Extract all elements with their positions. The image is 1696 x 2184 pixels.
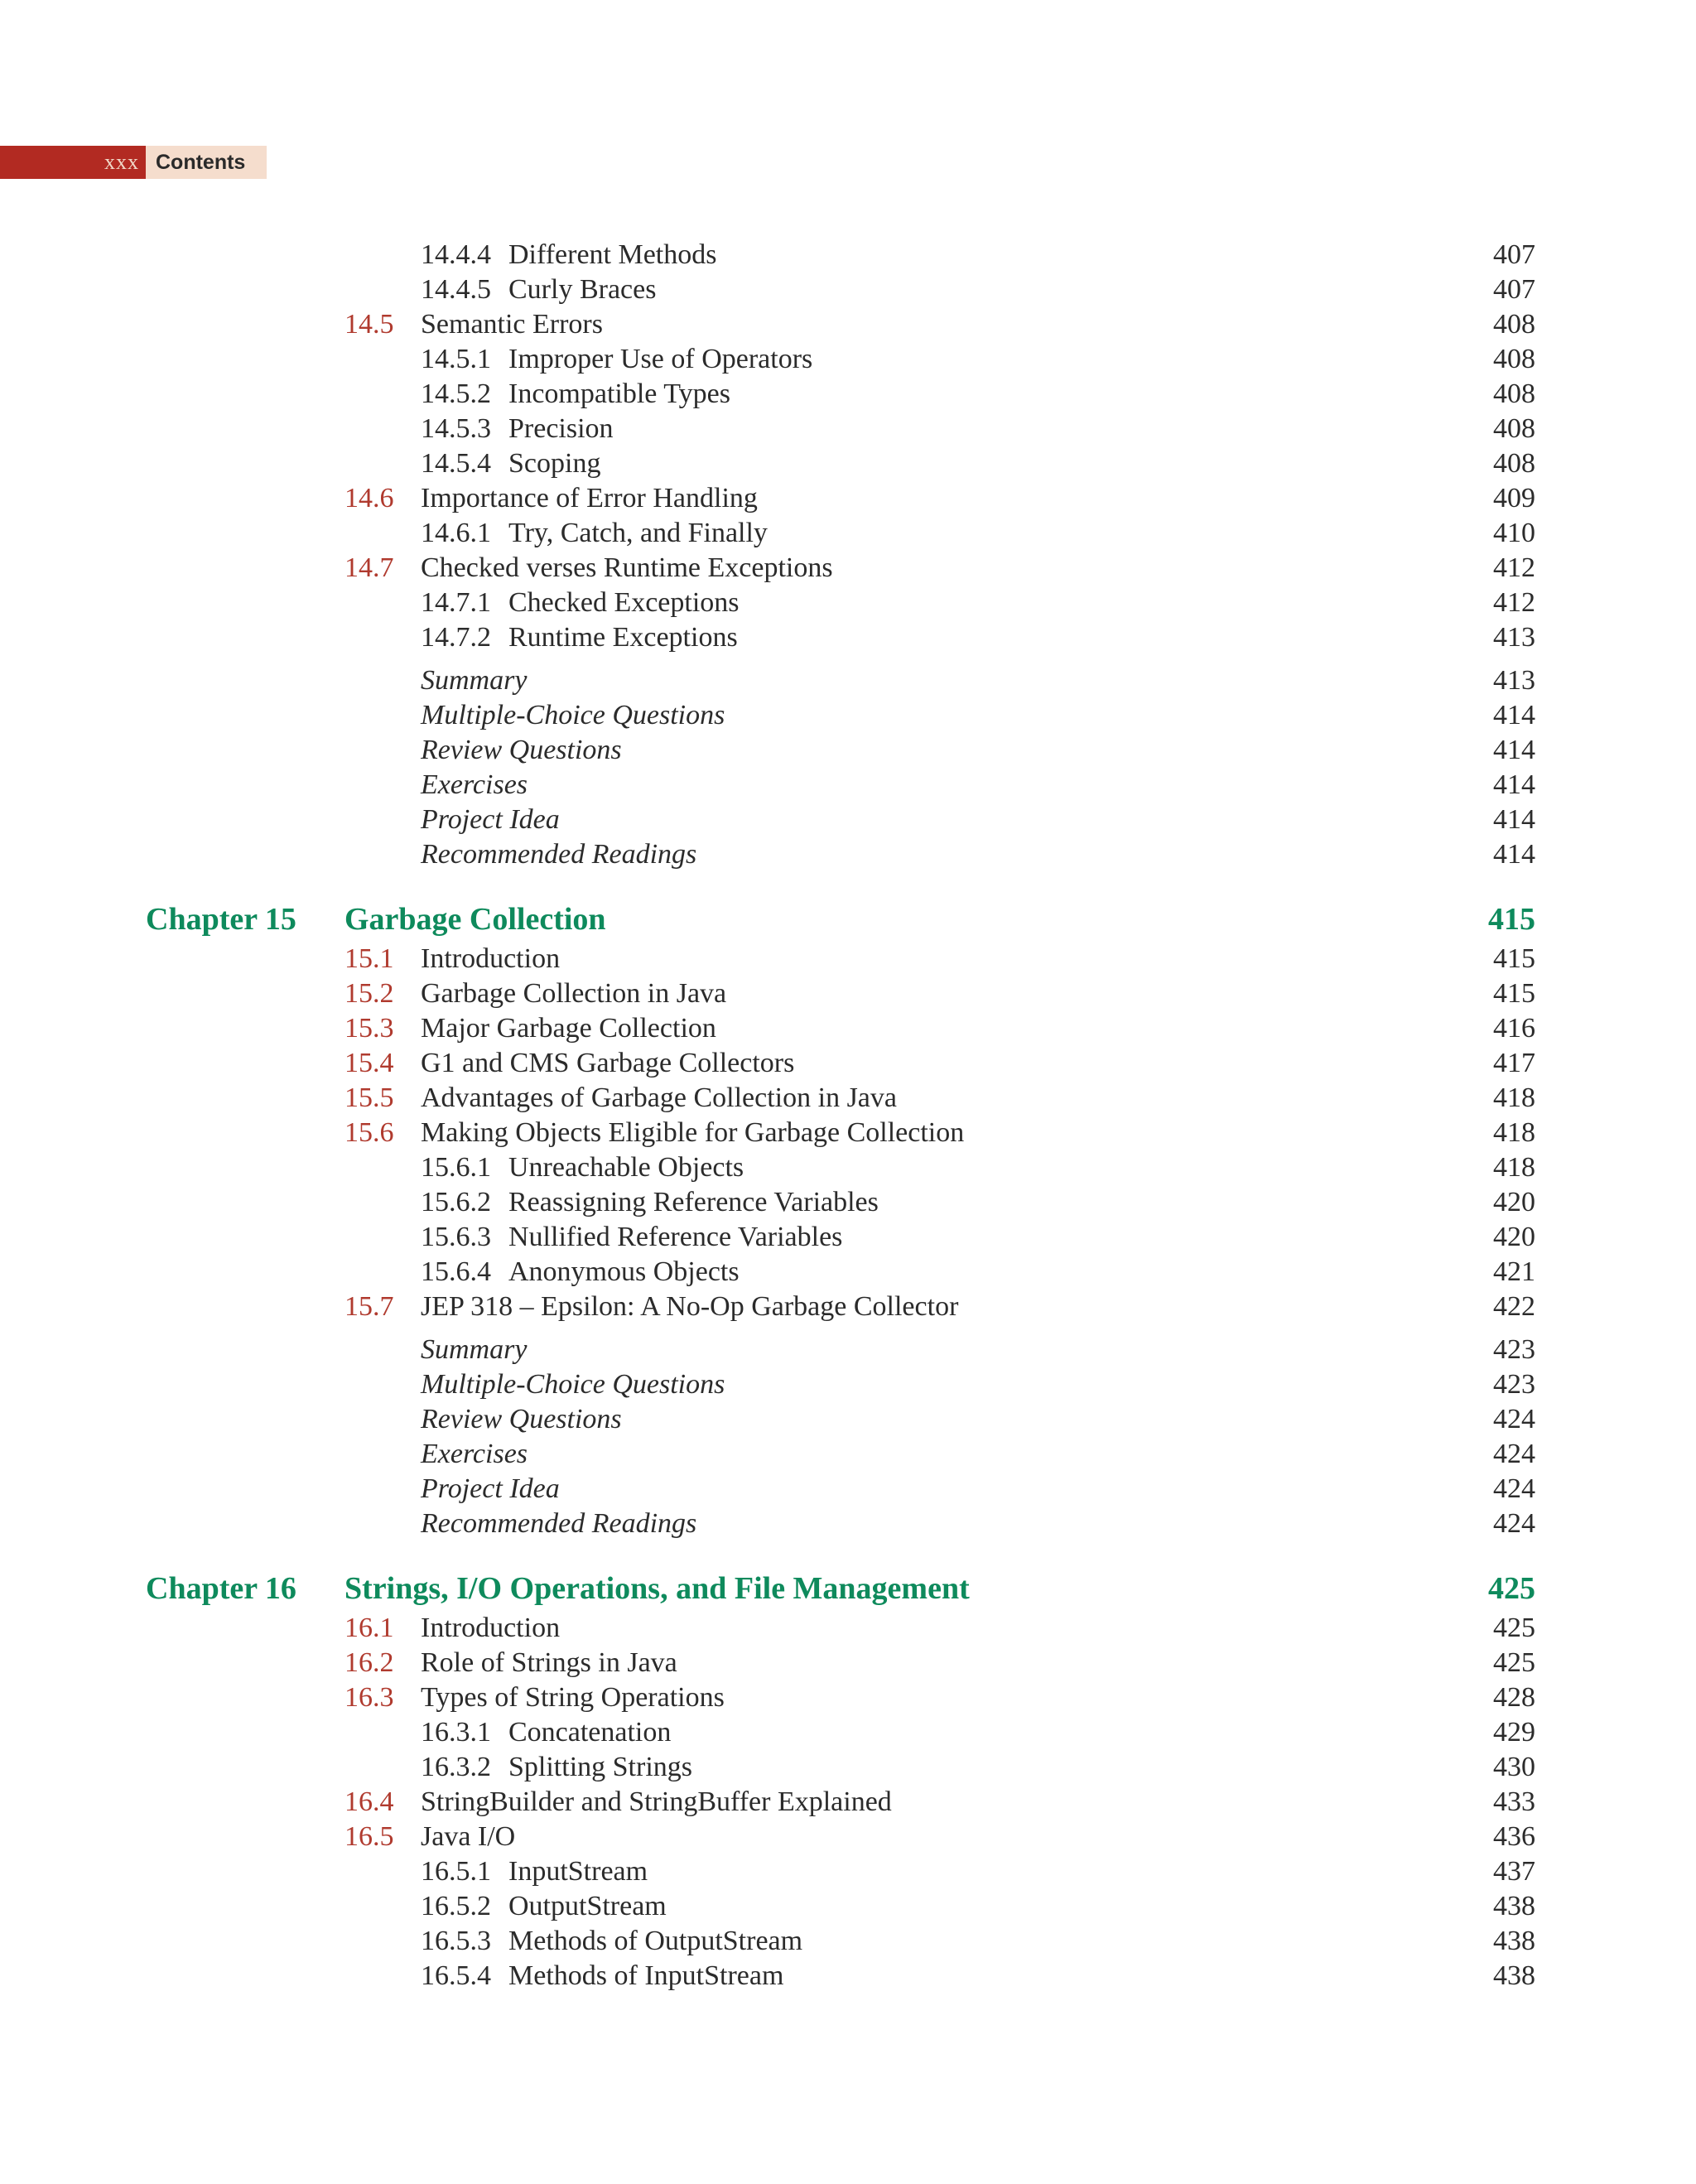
chapter-page: 425 <box>1488 1571 1535 1606</box>
subsection-number: 15.6.3 <box>421 1222 491 1252</box>
toc-section-row[interactable] <box>0 1081 1696 1116</box>
page-number: 425 <box>1493 1647 1535 1678</box>
subsection-title: Incompatible Types <box>508 378 730 409</box>
subsection-number: 15.6.4 <box>421 1256 491 1287</box>
toc-section-row[interactable] <box>0 942 1696 976</box>
subsection-number: 15.6.1 <box>421 1152 491 1183</box>
toc-subsection-row[interactable] <box>0 1150 1696 1185</box>
subsection-number: 16.5.3 <box>421 1926 491 1956</box>
section-title: Role of Strings in Java <box>421 1647 677 1678</box>
toc-section-row[interactable] <box>0 1785 1696 1820</box>
header-title: Contents <box>146 146 267 179</box>
toc-section-row[interactable] <box>0 307 1696 342</box>
toc-subsection-row[interactable] <box>0 516 1696 551</box>
toc-section-row[interactable] <box>0 551 1696 586</box>
table-of-contents <box>0 238 1696 1994</box>
subsection-title: InputStream <box>508 1856 648 1887</box>
toc-endmatter-row[interactable] <box>0 1472 1696 1507</box>
toc-subsection-row[interactable] <box>0 1924 1696 1959</box>
chapter-15-entries <box>0 942 1696 1324</box>
toc-endmatter-row[interactable] <box>0 1333 1696 1367</box>
page-number: 436 <box>1493 1821 1535 1852</box>
subsection-number: 14.4.5 <box>421 274 491 305</box>
page-number: 409 <box>1493 483 1535 513</box>
subsection-title: Improper Use of Operators <box>508 344 813 374</box>
endmatter-title: Summary <box>421 1334 528 1365</box>
subsection-number: 16.3.2 <box>421 1752 491 1782</box>
subsection-title: Runtime Exceptions <box>508 622 738 653</box>
toc-subsection-row[interactable] <box>0 412 1696 446</box>
chapter-label: Chapter 15 <box>146 902 296 937</box>
page-number: 415 <box>1493 978 1535 1009</box>
toc-endmatter-row[interactable] <box>0 768 1696 803</box>
subsection-title: Anonymous Objects <box>508 1256 740 1287</box>
page-number: 414 <box>1493 735 1535 765</box>
toc-endmatter-row[interactable] <box>0 1402 1696 1437</box>
page-number: 416 <box>1493 1013 1535 1044</box>
toc-subsection-row[interactable] <box>0 586 1696 620</box>
toc-endmatter-row[interactable] <box>0 663 1696 698</box>
subsection-number: 16.5.2 <box>421 1891 491 1921</box>
page-number: 420 <box>1493 1187 1535 1217</box>
toc-section-row[interactable] <box>0 1046 1696 1081</box>
subsection-number: 14.7.1 <box>421 587 491 618</box>
section-title: Semantic Errors <box>421 309 603 340</box>
toc-subsection-row[interactable] <box>0 1255 1696 1290</box>
section-number: 14.7 <box>344 552 394 583</box>
section-number: 15.7 <box>344 1291 394 1322</box>
page-number: 412 <box>1493 587 1535 618</box>
page-number: 433 <box>1493 1786 1535 1817</box>
page-number: 415 <box>1493 943 1535 974</box>
subsection-number: 14.6.1 <box>421 518 491 548</box>
subsection-title: Curly Braces <box>508 274 657 305</box>
subsection-title: Scoping <box>508 448 601 479</box>
chapter-16-heading[interactable] <box>0 1566 1696 1611</box>
section-title: Types of String Operations <box>421 1682 725 1713</box>
page-number: 414 <box>1493 769 1535 800</box>
section-title: G1 and CMS Garbage Collectors <box>421 1048 795 1078</box>
toc-subsection-row[interactable] <box>0 377 1696 412</box>
block1-entries <box>0 238 1696 655</box>
page-number: 420 <box>1493 1222 1535 1252</box>
subsection-number: 14.7.2 <box>421 622 491 653</box>
chapter-title: Strings, I/O Operations, and File Management <box>344 1571 970 1606</box>
subsection-number: 14.5.2 <box>421 378 491 409</box>
endmatter-title: Multiple-Choice Questions <box>421 1369 725 1400</box>
section-number: 15.2 <box>344 978 394 1009</box>
section-title: StringBuilder and StringBuffer Explained <box>421 1786 892 1817</box>
subsection-title: Methods of OutputStream <box>508 1926 803 1956</box>
page-number: 438 <box>1493 1891 1535 1921</box>
toc-section-row[interactable] <box>0 1680 1696 1715</box>
page-number: 424 <box>1493 1404 1535 1434</box>
section-title: Importance of Error Handling <box>421 483 758 513</box>
subsection-number: 15.6.2 <box>421 1187 491 1217</box>
toc-subsection-row[interactable] <box>0 1889 1696 1924</box>
page-number: 425 <box>1493 1613 1535 1643</box>
endmatter-title: Exercises <box>421 1439 528 1469</box>
section-title: Introduction <box>421 1613 561 1643</box>
page-number: 421 <box>1493 1256 1535 1287</box>
toc-section-row[interactable] <box>0 1611 1696 1646</box>
toc-subsection-row[interactable] <box>0 1750 1696 1785</box>
subsection-title: Different Methods <box>508 239 717 270</box>
toc-endmatter-row[interactable] <box>0 1367 1696 1402</box>
section-number: 16.1 <box>344 1613 394 1643</box>
page-number: 424 <box>1493 1508 1535 1539</box>
header-page-number: xxx <box>0 146 146 179</box>
subsection-number: 14.4.4 <box>421 239 491 270</box>
page-number: 424 <box>1493 1439 1535 1469</box>
page-number: 414 <box>1493 700 1535 730</box>
page-number: 422 <box>1493 1291 1535 1322</box>
section-number: 16.2 <box>344 1647 394 1678</box>
toc-section-row[interactable] <box>0 1820 1696 1854</box>
toc-section-row[interactable] <box>0 976 1696 1011</box>
page-number: 408 <box>1493 448 1535 479</box>
page-number: 407 <box>1493 274 1535 305</box>
page-number: 412 <box>1493 552 1535 583</box>
subsection-title: Concatenation <box>508 1717 672 1748</box>
section-title: JEP 318 – Epsilon: A No-Op Garbage Collector <box>421 1291 959 1322</box>
page-number: 429 <box>1493 1717 1535 1748</box>
endmatter-title: Project Idea <box>421 804 560 835</box>
page-number: 418 <box>1493 1082 1535 1113</box>
section-title: Introduction <box>421 943 561 974</box>
section-title: Making Objects Eligible for Garbage Collection <box>421 1117 965 1148</box>
toc-section-row[interactable] <box>0 1646 1696 1680</box>
chapter-15-heading[interactable] <box>0 897 1696 942</box>
page-number: 418 <box>1493 1117 1535 1148</box>
page-number: 414 <box>1493 804 1535 835</box>
chapter-label: Chapter 16 <box>146 1571 296 1606</box>
page-number: 430 <box>1493 1752 1535 1782</box>
subsection-title: Unreachable Objects <box>508 1152 744 1183</box>
page-number: 424 <box>1493 1473 1535 1504</box>
page-number: 418 <box>1493 1152 1535 1183</box>
block1-end-matter <box>0 663 1696 872</box>
section-number: 14.6 <box>344 483 394 513</box>
subsection-number: 16.3.1 <box>421 1717 491 1748</box>
subsection-title: OutputStream <box>508 1891 667 1921</box>
toc-subsection-row[interactable] <box>0 1854 1696 1889</box>
page-number: 407 <box>1493 239 1535 270</box>
toc-subsection-row[interactable] <box>0 620 1696 655</box>
page-number: 437 <box>1493 1856 1535 1887</box>
subsection-title: Try, Catch, and Finally <box>508 518 768 548</box>
page-number: 408 <box>1493 378 1535 409</box>
section-title: Advantages of Garbage Collection in Java <box>421 1082 897 1113</box>
section-number: 15.5 <box>344 1082 394 1113</box>
toc-subsection-row[interactable] <box>0 272 1696 307</box>
toc-section-row[interactable] <box>0 481 1696 516</box>
subsection-number: 14.5.4 <box>421 448 491 479</box>
section-title: Major Garbage Collection <box>421 1013 716 1044</box>
endmatter-title: Review Questions <box>421 1404 622 1434</box>
toc-endmatter-row[interactable] <box>0 837 1696 872</box>
page-number: 410 <box>1493 518 1535 548</box>
section-title: Java I/O <box>421 1821 516 1852</box>
subsection-number: 14.5.3 <box>421 413 491 444</box>
chapter-page: 415 <box>1488 902 1535 937</box>
subsection-number: 16.5.1 <box>421 1856 491 1887</box>
page-number: 413 <box>1493 665 1535 696</box>
chapter-title: Garbage Collection <box>344 902 606 937</box>
endmatter-title: Review Questions <box>421 735 622 765</box>
subsection-title: Checked Exceptions <box>508 587 740 618</box>
section-number: 16.3 <box>344 1682 394 1713</box>
page-number: 428 <box>1493 1682 1535 1713</box>
toc-subsection-row[interactable] <box>0 1715 1696 1750</box>
toc-subsection-row[interactable] <box>0 238 1696 272</box>
endmatter-title: Project Idea <box>421 1473 560 1504</box>
endmatter-title: Multiple-Choice Questions <box>421 700 725 730</box>
section-title: Garbage Collection in Java <box>421 978 727 1009</box>
section-number: 15.4 <box>344 1048 394 1078</box>
endmatter-title: Exercises <box>421 769 528 800</box>
section-number: 14.5 <box>344 309 394 340</box>
page-number: 408 <box>1493 344 1535 374</box>
page-number: 414 <box>1493 839 1535 870</box>
toc-subsection-row[interactable] <box>0 342 1696 377</box>
section-number: 16.4 <box>344 1786 394 1817</box>
toc-section-row[interactable] <box>0 1290 1696 1324</box>
subsection-title: Splitting Strings <box>508 1752 692 1782</box>
toc-subsection-row[interactable] <box>0 1185 1696 1220</box>
toc-subsection-row[interactable] <box>0 446 1696 481</box>
chapter-15-end-matter <box>0 1333 1696 1541</box>
endmatter-title: Recommended Readings <box>421 1508 697 1539</box>
page-number: 423 <box>1493 1369 1535 1400</box>
section-number: 15.6 <box>344 1117 394 1148</box>
page-number: 408 <box>1493 413 1535 444</box>
toc-endmatter-row[interactable] <box>0 1437 1696 1472</box>
subsection-number: 16.5.4 <box>421 1960 491 1991</box>
endmatter-title: Recommended Readings <box>421 839 697 870</box>
page-number: 438 <box>1493 1960 1535 1991</box>
endmatter-title: Summary <box>421 665 528 696</box>
page-number: 423 <box>1493 1334 1535 1365</box>
section-number: 15.3 <box>344 1013 394 1044</box>
subsection-title: Methods of InputStream <box>508 1960 784 1991</box>
toc-endmatter-row[interactable] <box>0 1507 1696 1541</box>
toc-section-row[interactable] <box>0 1011 1696 1046</box>
running-header <box>0 146 267 179</box>
page-number: 438 <box>1493 1926 1535 1956</box>
section-number: 16.5 <box>344 1821 394 1852</box>
subsection-title: Nullified Reference Variables <box>508 1222 843 1252</box>
section-title: Checked verses Runtime Exceptions <box>421 552 833 583</box>
page-number: 408 <box>1493 309 1535 340</box>
subsection-title: Reassigning Reference Variables <box>508 1187 879 1217</box>
section-number: 15.1 <box>344 943 394 974</box>
toc-subsection-row[interactable] <box>0 1959 1696 1994</box>
page-number: 413 <box>1493 622 1535 653</box>
toc-section-row[interactable] <box>0 1116 1696 1150</box>
subsection-title: Precision <box>508 413 614 444</box>
chapter-16-entries <box>0 1611 1696 1994</box>
toc-endmatter-row[interactable] <box>0 733 1696 768</box>
page-number: 417 <box>1493 1048 1535 1078</box>
toc-endmatter-row[interactable] <box>0 698 1696 733</box>
subsection-number: 14.5.1 <box>421 344 491 374</box>
toc-endmatter-row[interactable] <box>0 803 1696 837</box>
toc-subsection-row[interactable] <box>0 1220 1696 1255</box>
